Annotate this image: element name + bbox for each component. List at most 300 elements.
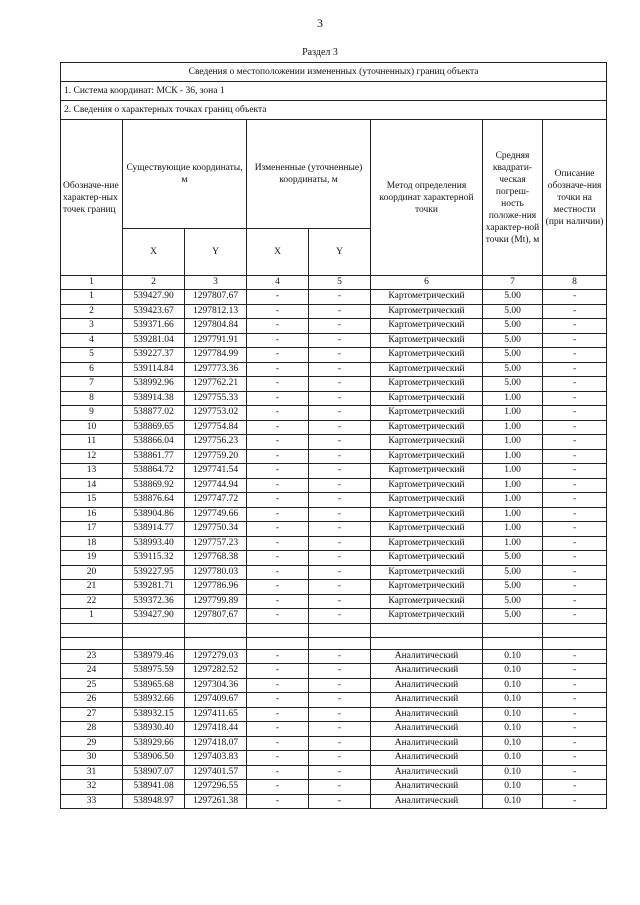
accuracy-cell: 0.10 bbox=[483, 780, 543, 795]
description-cell: - bbox=[543, 406, 607, 421]
empty-cell bbox=[123, 637, 185, 649]
column-number: 8 bbox=[543, 276, 607, 290]
column-number: 2 bbox=[123, 276, 185, 290]
existing-y-cell: 1297762.21 bbox=[185, 377, 247, 392]
column-number: 4 bbox=[247, 276, 309, 290]
existing-y-cell: 1297279.03 bbox=[185, 649, 247, 664]
existing-y-cell: 1297807.67 bbox=[185, 609, 247, 624]
point-number-cell: 21 bbox=[61, 580, 123, 595]
changed-y-cell: - bbox=[309, 507, 371, 522]
changed-y-cell: - bbox=[309, 580, 371, 595]
col-method-header: Метод определения координат характерной точки bbox=[371, 120, 483, 276]
changed-y-cell: - bbox=[309, 751, 371, 766]
table-row bbox=[61, 780, 607, 795]
changed-x-cell: - bbox=[247, 707, 309, 722]
existing-x-cell: 538932.66 bbox=[123, 693, 185, 708]
description-cell: - bbox=[543, 707, 607, 722]
existing-y-cell: 1297750.34 bbox=[185, 522, 247, 537]
table-row bbox=[61, 420, 607, 435]
table-row bbox=[61, 348, 607, 363]
accuracy-cell: 5.00 bbox=[483, 333, 543, 348]
method-cell: Картометрический bbox=[371, 493, 483, 508]
table-row bbox=[61, 678, 607, 693]
point-number-cell: 23 bbox=[61, 649, 123, 664]
existing-y-cell: 1297418.44 bbox=[185, 722, 247, 737]
changed-x-header: X bbox=[247, 229, 309, 276]
accuracy-cell: 0.10 bbox=[483, 649, 543, 664]
existing-x-cell: 539371.66 bbox=[123, 319, 185, 334]
table-row bbox=[61, 736, 607, 751]
method-cell: Аналитический bbox=[371, 722, 483, 737]
changed-x-cell: - bbox=[247, 333, 309, 348]
existing-y-cell: 1297753.02 bbox=[185, 406, 247, 421]
table-row bbox=[61, 693, 607, 708]
changed-x-cell: - bbox=[247, 464, 309, 479]
existing-x-cell: 538866.04 bbox=[123, 435, 185, 450]
table-row bbox=[61, 551, 607, 566]
changed-x-cell: - bbox=[247, 391, 309, 406]
changed-y-cell: - bbox=[309, 406, 371, 421]
existing-x-cell: 538979.46 bbox=[123, 649, 185, 664]
existing-x-cell: 538993.40 bbox=[123, 536, 185, 551]
existing-x-cell: 539427.90 bbox=[123, 290, 185, 305]
changed-x-cell: - bbox=[247, 449, 309, 464]
accuracy-cell: 5.00 bbox=[483, 609, 543, 624]
changed-y-cell: - bbox=[309, 435, 371, 450]
existing-y-cell: 1297757.23 bbox=[185, 536, 247, 551]
changed-x-cell: - bbox=[247, 362, 309, 377]
method-cell: Картометрический bbox=[371, 304, 483, 319]
description-cell: - bbox=[543, 391, 607, 406]
accuracy-cell: 5.00 bbox=[483, 594, 543, 609]
existing-x-cell: 539115.32 bbox=[123, 551, 185, 566]
description-cell: - bbox=[543, 464, 607, 479]
point-number-cell: 20 bbox=[61, 565, 123, 580]
existing-x-cell: 538869.92 bbox=[123, 478, 185, 493]
point-number-cell: 5 bbox=[61, 348, 123, 363]
empty-cell bbox=[247, 637, 309, 649]
table-row bbox=[61, 391, 607, 406]
existing-x-cell: 539227.95 bbox=[123, 565, 185, 580]
changed-y-cell: - bbox=[309, 722, 371, 737]
point-number-cell: 1 bbox=[61, 290, 123, 305]
empty-cell bbox=[61, 623, 123, 637]
accuracy-cell: 5.00 bbox=[483, 348, 543, 363]
existing-y-cell: 1297747.72 bbox=[185, 493, 247, 508]
accuracy-cell: 1.00 bbox=[483, 449, 543, 464]
method-cell: Картометрический bbox=[371, 478, 483, 493]
changed-y-cell: - bbox=[309, 522, 371, 537]
changed-y-cell: - bbox=[309, 333, 371, 348]
existing-x-cell: 538907.07 bbox=[123, 765, 185, 780]
method-cell: Картометрический bbox=[371, 319, 483, 334]
existing-y-cell: 1297403.83 bbox=[185, 751, 247, 766]
empty-cell bbox=[543, 637, 607, 649]
description-cell: - bbox=[543, 290, 607, 305]
changed-y-cell: - bbox=[309, 319, 371, 334]
boundary-points-table bbox=[60, 62, 607, 809]
method-cell: Картометрический bbox=[371, 464, 483, 479]
point-number-cell: 24 bbox=[61, 664, 123, 679]
changed-y-header: Y bbox=[309, 229, 371, 276]
changed-x-cell: - bbox=[247, 304, 309, 319]
changed-y-cell: - bbox=[309, 551, 371, 566]
point-number-cell: 31 bbox=[61, 765, 123, 780]
method-cell: Картометрический bbox=[371, 580, 483, 595]
table-row bbox=[61, 478, 607, 493]
existing-y-cell: 1297759.20 bbox=[185, 449, 247, 464]
existing-y-cell: 1297744.94 bbox=[185, 478, 247, 493]
existing-y-cell: 1297741.54 bbox=[185, 464, 247, 479]
method-cell: Картометрический bbox=[371, 435, 483, 450]
existing-y-cell: 1297418.07 bbox=[185, 736, 247, 751]
changed-y-cell: - bbox=[309, 493, 371, 508]
description-cell: - bbox=[543, 780, 607, 795]
description-cell: - bbox=[543, 794, 607, 809]
changed-x-cell: - bbox=[247, 678, 309, 693]
existing-x-cell: 539423.67 bbox=[123, 304, 185, 319]
method-cell: Картометрический bbox=[371, 609, 483, 624]
changed-y-cell: - bbox=[309, 362, 371, 377]
column-number: 3 bbox=[185, 276, 247, 290]
description-cell: - bbox=[543, 609, 607, 624]
point-number-cell: 1 bbox=[61, 609, 123, 624]
table-row bbox=[61, 536, 607, 551]
method-cell: Картометрический bbox=[371, 565, 483, 580]
changed-x-cell: - bbox=[247, 348, 309, 363]
point-number-cell: 18 bbox=[61, 536, 123, 551]
column-number: 6 bbox=[371, 276, 483, 290]
changed-y-cell: - bbox=[309, 707, 371, 722]
changed-y-cell: - bbox=[309, 794, 371, 809]
table-row bbox=[61, 580, 607, 595]
changed-x-cell: - bbox=[247, 794, 309, 809]
accuracy-cell: 1.00 bbox=[483, 435, 543, 450]
changed-x-cell: - bbox=[247, 551, 309, 566]
existing-y-cell: 1297773.36 bbox=[185, 362, 247, 377]
point-number-cell: 26 bbox=[61, 693, 123, 708]
coordinate-system: 1. Система координат: МСК - 36, зона 1 bbox=[61, 82, 607, 101]
description-cell: - bbox=[543, 678, 607, 693]
table-row bbox=[61, 751, 607, 766]
point-number-cell: 2 bbox=[61, 304, 123, 319]
description-cell: - bbox=[543, 751, 607, 766]
empty-cell bbox=[185, 637, 247, 649]
accuracy-cell: 5.00 bbox=[483, 580, 543, 595]
table-row bbox=[61, 290, 607, 305]
empty-cell bbox=[483, 637, 543, 649]
accuracy-cell: 5.00 bbox=[483, 551, 543, 566]
accuracy-cell: 0.10 bbox=[483, 707, 543, 722]
point-number-cell: 28 bbox=[61, 722, 123, 737]
empty-cell bbox=[61, 637, 123, 649]
table-row bbox=[61, 794, 607, 809]
accuracy-cell: 0.10 bbox=[483, 678, 543, 693]
point-number-cell: 12 bbox=[61, 449, 123, 464]
existing-x-cell: 538929.66 bbox=[123, 736, 185, 751]
empty-cell bbox=[309, 623, 371, 637]
changed-y-cell: - bbox=[309, 391, 371, 406]
changed-x-cell: - bbox=[247, 609, 309, 624]
point-number-cell: 4 bbox=[61, 333, 123, 348]
method-cell: Аналитический bbox=[371, 751, 483, 766]
accuracy-cell: 5.00 bbox=[483, 319, 543, 334]
table-row bbox=[61, 362, 607, 377]
method-cell: Картометрический bbox=[371, 391, 483, 406]
table-row bbox=[61, 649, 607, 664]
changed-x-cell: - bbox=[247, 594, 309, 609]
method-cell: Аналитический bbox=[371, 765, 483, 780]
changed-x-cell: - bbox=[247, 290, 309, 305]
empty-cell bbox=[371, 623, 483, 637]
changed-x-cell: - bbox=[247, 319, 309, 334]
description-cell: - bbox=[543, 536, 607, 551]
changed-x-cell: - bbox=[247, 435, 309, 450]
description-cell: - bbox=[543, 693, 607, 708]
point-number-cell: 10 bbox=[61, 420, 123, 435]
method-cell: Картометрический bbox=[371, 507, 483, 522]
point-number-cell: 7 bbox=[61, 377, 123, 392]
changed-x-cell: - bbox=[247, 649, 309, 664]
table-row bbox=[61, 435, 607, 450]
method-cell: Картометрический bbox=[371, 290, 483, 305]
table-row bbox=[61, 594, 607, 609]
description-cell: - bbox=[543, 304, 607, 319]
section-label: Раздел 3 bbox=[302, 47, 338, 58]
method-cell: Аналитический bbox=[371, 664, 483, 679]
existing-y-cell: 1297261.38 bbox=[185, 794, 247, 809]
blank-separator-row bbox=[61, 637, 607, 649]
point-number-cell: 14 bbox=[61, 478, 123, 493]
existing-y-cell: 1297411.65 bbox=[185, 707, 247, 722]
method-cell: Картометрический bbox=[371, 594, 483, 609]
point-number-cell: 16 bbox=[61, 507, 123, 522]
existing-y-cell: 1297799.89 bbox=[185, 594, 247, 609]
method-cell: Картометрический bbox=[371, 551, 483, 566]
point-number-cell: 8 bbox=[61, 391, 123, 406]
col-description-header: Описание обозначе-ния точки на местности (при наличии) bbox=[543, 120, 607, 276]
table-row bbox=[61, 722, 607, 737]
point-number-cell: 19 bbox=[61, 551, 123, 566]
existing-x-cell: 539114.84 bbox=[123, 362, 185, 377]
existing-x-cell: 538914.38 bbox=[123, 391, 185, 406]
changed-y-cell: - bbox=[309, 678, 371, 693]
changed-x-cell: - bbox=[247, 565, 309, 580]
description-cell: - bbox=[543, 362, 607, 377]
existing-y-cell: 1297791.91 bbox=[185, 333, 247, 348]
changed-y-cell: - bbox=[309, 464, 371, 479]
existing-x-cell: 538904.86 bbox=[123, 507, 185, 522]
table-row bbox=[61, 406, 607, 421]
description-cell: - bbox=[543, 478, 607, 493]
accuracy-cell: 0.10 bbox=[483, 765, 543, 780]
changed-y-cell: - bbox=[309, 609, 371, 624]
method-cell: Картометрический bbox=[371, 348, 483, 363]
empty-cell bbox=[543, 623, 607, 637]
blank-separator-row bbox=[61, 623, 607, 637]
method-cell: Картометрический bbox=[371, 362, 483, 377]
changed-y-cell: - bbox=[309, 664, 371, 679]
point-number-cell: 17 bbox=[61, 522, 123, 537]
point-number-cell: 33 bbox=[61, 794, 123, 809]
changed-x-cell: - bbox=[247, 580, 309, 595]
description-cell: - bbox=[543, 348, 607, 363]
col-changed-header: Измененные (уточненные) координаты, м bbox=[247, 120, 371, 229]
existing-x-cell: 538877.02 bbox=[123, 406, 185, 421]
existing-x-cell: 538930.40 bbox=[123, 722, 185, 737]
empty-cell bbox=[371, 637, 483, 649]
description-cell: - bbox=[543, 649, 607, 664]
existing-x-cell: 538941.08 bbox=[123, 780, 185, 795]
accuracy-cell: 1.00 bbox=[483, 522, 543, 537]
existing-y-cell: 1297754.84 bbox=[185, 420, 247, 435]
description-cell: - bbox=[543, 377, 607, 392]
method-cell: Аналитический bbox=[371, 693, 483, 708]
changed-y-cell: - bbox=[309, 449, 371, 464]
table-row bbox=[61, 319, 607, 334]
existing-y-cell: 1297296.55 bbox=[185, 780, 247, 795]
existing-y-cell: 1297409.67 bbox=[185, 693, 247, 708]
method-cell: Картометрический bbox=[371, 420, 483, 435]
empty-cell bbox=[483, 623, 543, 637]
existing-x-cell: 539227.37 bbox=[123, 348, 185, 363]
point-number-cell: 32 bbox=[61, 780, 123, 795]
description-cell: - bbox=[543, 664, 607, 679]
changed-x-cell: - bbox=[247, 420, 309, 435]
description-cell: - bbox=[543, 580, 607, 595]
changed-x-cell: - bbox=[247, 664, 309, 679]
method-cell: Картометрический bbox=[371, 536, 483, 551]
existing-x-cell: 538932.15 bbox=[123, 707, 185, 722]
changed-x-cell: - bbox=[247, 478, 309, 493]
col-designation-header: Обозначе-ние характер-ных точек границ bbox=[61, 120, 123, 276]
changed-y-cell: - bbox=[309, 565, 371, 580]
col-accuracy-header: Средняя квадрати-ческая погреш-ность положе-ния характер-ной точки (Mt), м bbox=[483, 120, 543, 276]
method-cell: Картометрический bbox=[371, 406, 483, 421]
point-number-cell: 13 bbox=[61, 464, 123, 479]
point-number-cell: 3 bbox=[61, 319, 123, 334]
accuracy-cell: 0.10 bbox=[483, 736, 543, 751]
accuracy-cell: 1.00 bbox=[483, 478, 543, 493]
changed-y-cell: - bbox=[309, 594, 371, 609]
table-row bbox=[61, 707, 607, 722]
changed-x-cell: - bbox=[247, 751, 309, 766]
table-row bbox=[61, 765, 607, 780]
changed-x-cell: - bbox=[247, 507, 309, 522]
point-number-cell: 29 bbox=[61, 736, 123, 751]
empty-cell bbox=[247, 623, 309, 637]
existing-x-cell: 538876.64 bbox=[123, 493, 185, 508]
accuracy-cell: 5.00 bbox=[483, 290, 543, 305]
existing-y-cell: 1297768.38 bbox=[185, 551, 247, 566]
point-number-cell: 25 bbox=[61, 678, 123, 693]
changed-x-cell: - bbox=[247, 377, 309, 392]
description-cell: - bbox=[543, 493, 607, 508]
table-row bbox=[61, 333, 607, 348]
col-existing-header: Существующие координаты, м bbox=[123, 120, 247, 229]
accuracy-cell: 1.00 bbox=[483, 507, 543, 522]
table-row bbox=[61, 522, 607, 537]
point-number-cell: 30 bbox=[61, 751, 123, 766]
column-number: 5 bbox=[309, 276, 371, 290]
description-cell: - bbox=[543, 522, 607, 537]
accuracy-cell: 0.10 bbox=[483, 794, 543, 809]
existing-x-cell: 539372.36 bbox=[123, 594, 185, 609]
description-cell: - bbox=[543, 736, 607, 751]
column-numbers-row bbox=[61, 276, 607, 290]
changed-y-cell: - bbox=[309, 780, 371, 795]
point-number-cell: 15 bbox=[61, 493, 123, 508]
existing-x-cell: 538948.97 bbox=[123, 794, 185, 809]
accuracy-cell: 1.00 bbox=[483, 391, 543, 406]
existing-y-cell: 1297804.84 bbox=[185, 319, 247, 334]
page-number: 3 bbox=[317, 16, 323, 30]
existing-x-cell: 538975.59 bbox=[123, 664, 185, 679]
existing-x-cell: 538914.77 bbox=[123, 522, 185, 537]
point-number-cell: 6 bbox=[61, 362, 123, 377]
method-cell: Аналитический bbox=[371, 707, 483, 722]
description-cell: - bbox=[543, 565, 607, 580]
empty-cell bbox=[185, 623, 247, 637]
changed-x-cell: - bbox=[247, 406, 309, 421]
existing-y-header: Y bbox=[185, 229, 247, 276]
point-number-cell: 22 bbox=[61, 594, 123, 609]
changed-y-cell: - bbox=[309, 290, 371, 305]
existing-y-cell: 1297755.33 bbox=[185, 391, 247, 406]
description-cell: - bbox=[543, 594, 607, 609]
column-number: 7 bbox=[483, 276, 543, 290]
changed-x-cell: - bbox=[247, 722, 309, 737]
table-row bbox=[61, 449, 607, 464]
existing-y-cell: 1297749.66 bbox=[185, 507, 247, 522]
existing-y-cell: 1297786.96 bbox=[185, 580, 247, 595]
table-row bbox=[61, 464, 607, 479]
points-header: 2. Сведения о характерных точках границ объекта bbox=[61, 101, 607, 120]
changed-y-cell: - bbox=[309, 736, 371, 751]
accuracy-cell: 1.00 bbox=[483, 536, 543, 551]
description-cell: - bbox=[543, 449, 607, 464]
existing-x-cell: 538906.50 bbox=[123, 751, 185, 766]
changed-y-cell: - bbox=[309, 693, 371, 708]
method-cell: Картометрический bbox=[371, 522, 483, 537]
existing-y-cell: 1297812.13 bbox=[185, 304, 247, 319]
existing-x-header: X bbox=[123, 229, 185, 276]
changed-y-cell: - bbox=[309, 478, 371, 493]
changed-x-cell: - bbox=[247, 693, 309, 708]
changed-y-cell: - bbox=[309, 348, 371, 363]
empty-cell bbox=[309, 637, 371, 649]
column-number: 1 bbox=[61, 276, 123, 290]
existing-x-cell: 538869.65 bbox=[123, 420, 185, 435]
description-cell: - bbox=[543, 765, 607, 780]
point-number-cell: 9 bbox=[61, 406, 123, 421]
description-cell: - bbox=[543, 319, 607, 334]
changed-y-cell: - bbox=[309, 377, 371, 392]
accuracy-cell: 1.00 bbox=[483, 464, 543, 479]
changed-y-cell: - bbox=[309, 420, 371, 435]
existing-x-cell: 539281.04 bbox=[123, 333, 185, 348]
changed-y-cell: - bbox=[309, 536, 371, 551]
changed-x-cell: - bbox=[247, 522, 309, 537]
method-cell: Картометрический bbox=[371, 377, 483, 392]
accuracy-cell: 0.10 bbox=[483, 722, 543, 737]
accuracy-cell: 0.10 bbox=[483, 664, 543, 679]
accuracy-cell: 5.00 bbox=[483, 377, 543, 392]
table-title: Сведения о местоположении измененных (уточненных) границ объекта bbox=[61, 63, 607, 82]
changed-x-cell: - bbox=[247, 765, 309, 780]
method-cell: Картометрический bbox=[371, 333, 483, 348]
existing-x-cell: 539427.90 bbox=[123, 609, 185, 624]
